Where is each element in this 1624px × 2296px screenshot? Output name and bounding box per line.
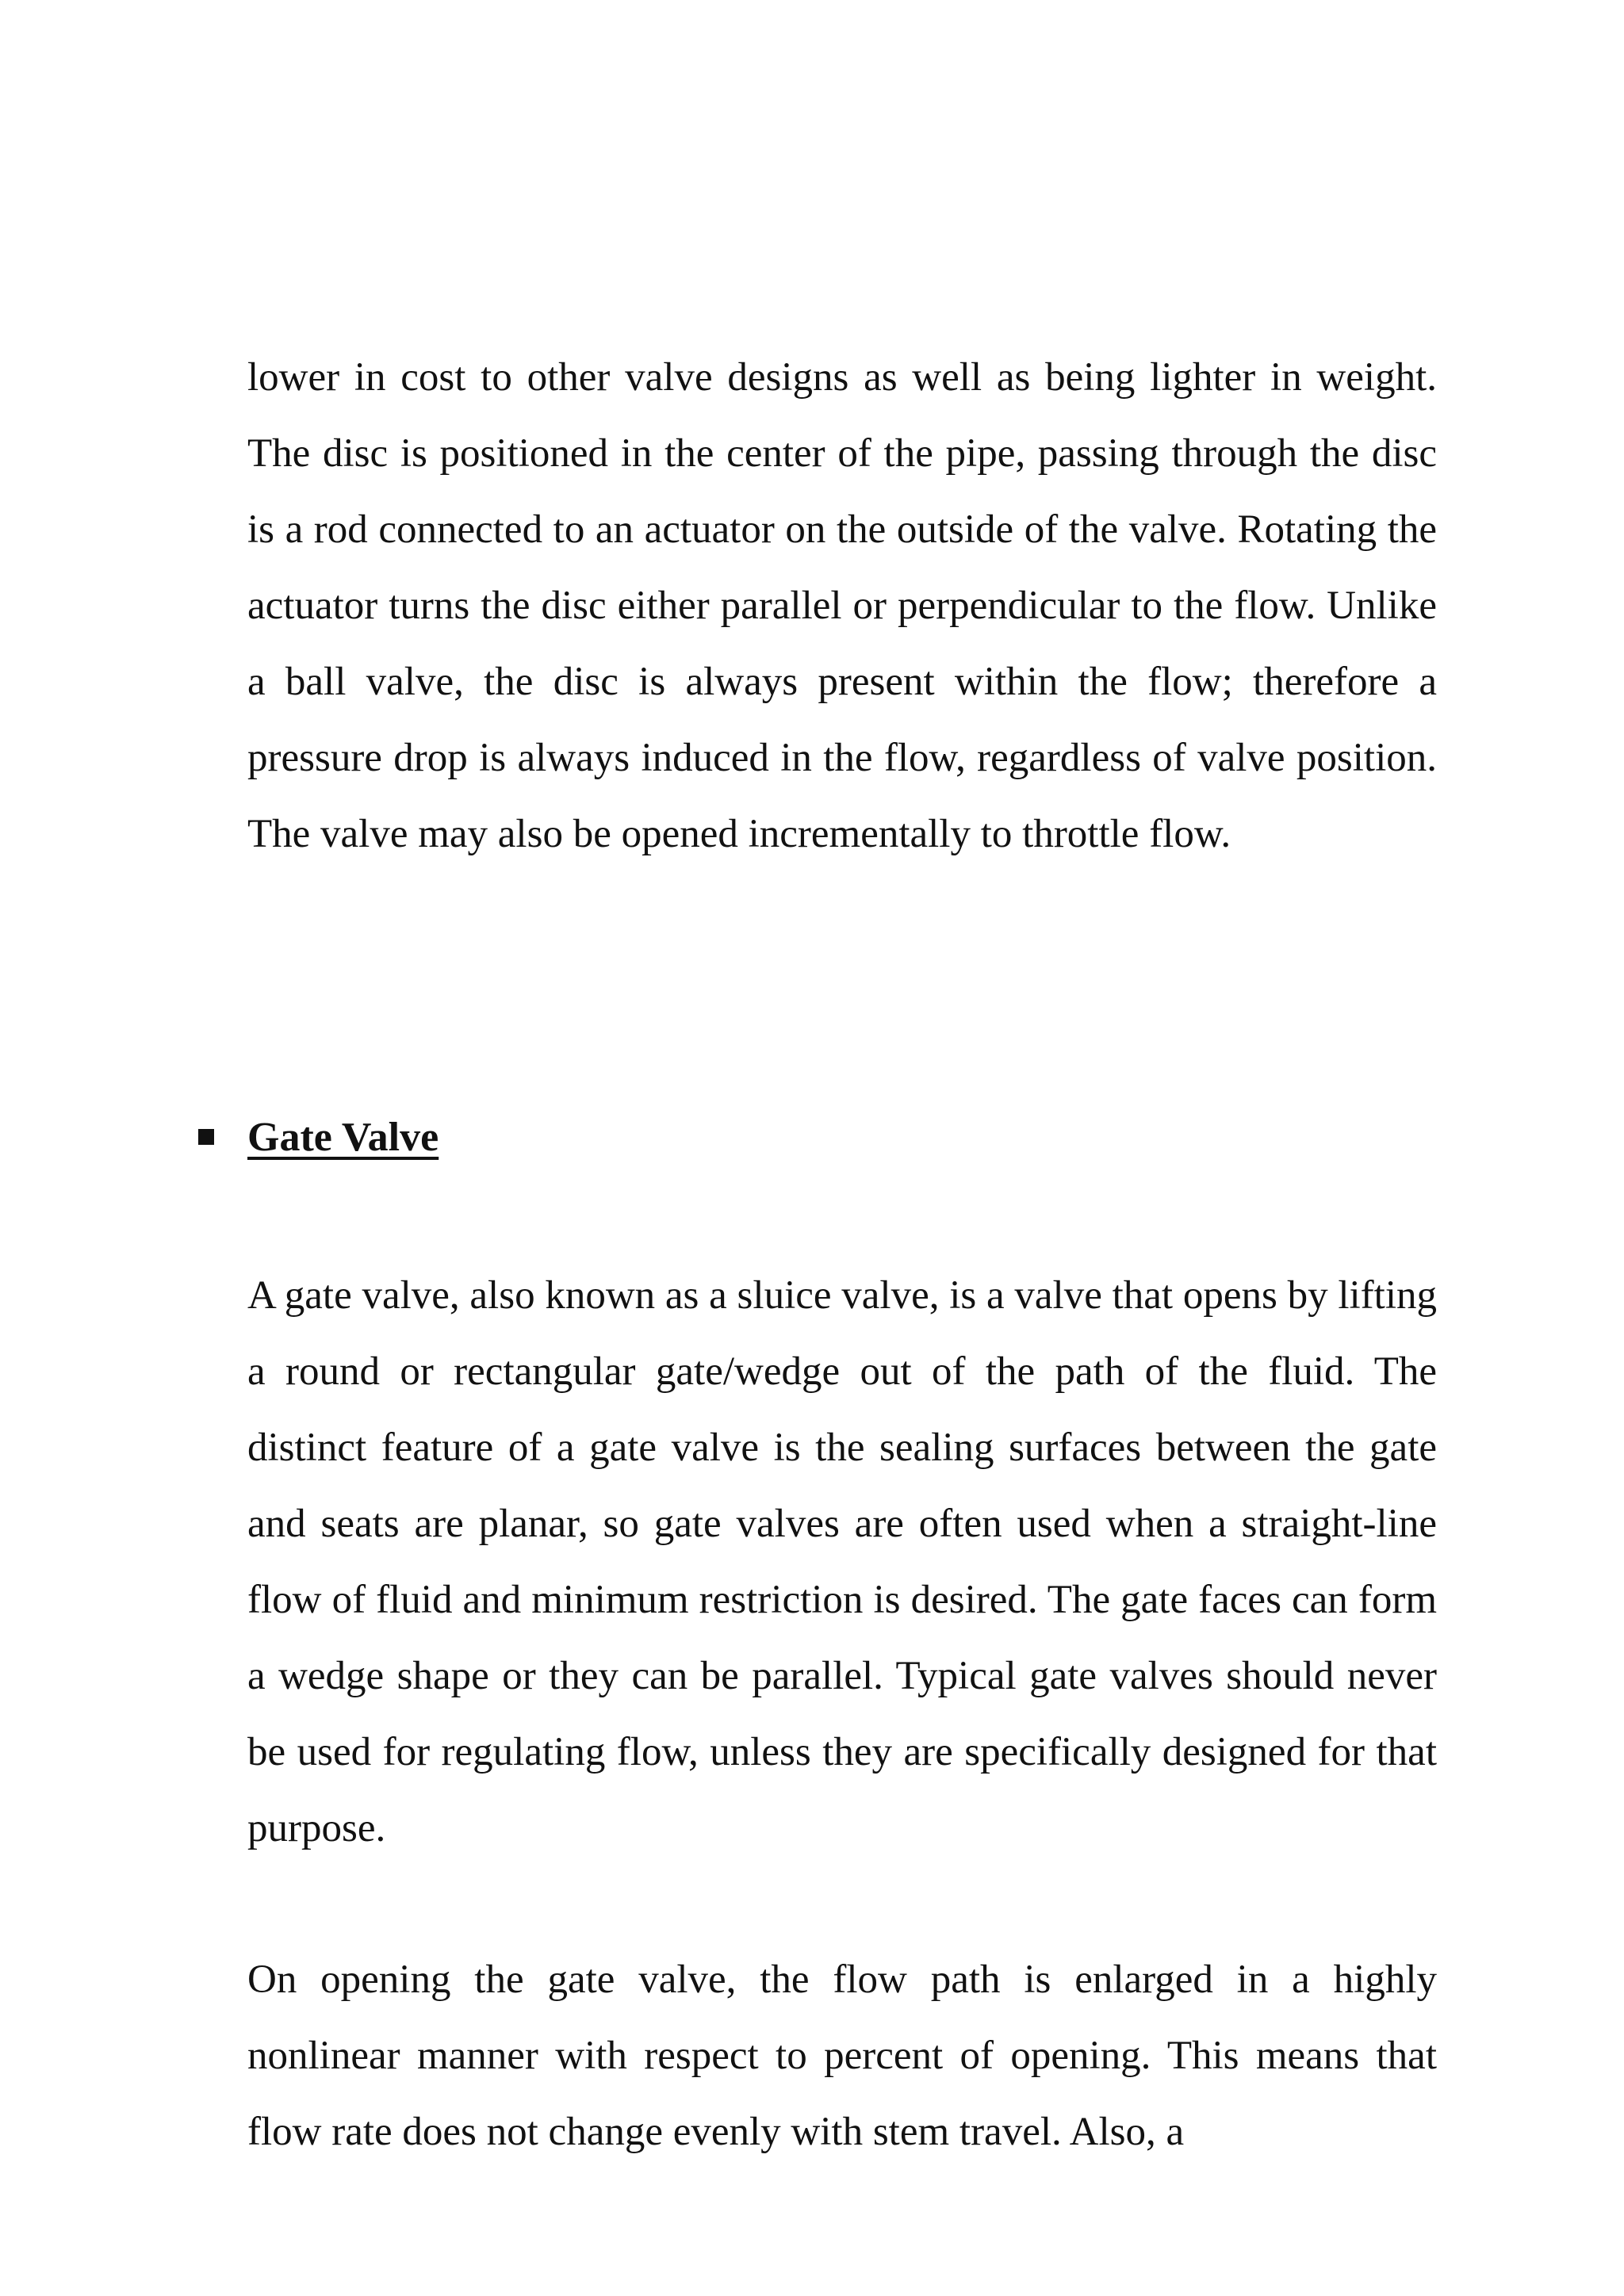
section-heading-gate-valve: Gate Valve bbox=[247, 1114, 439, 1160]
gate-valve-opening-paragraph: On opening the gate valve, the flow path is enlarged in a highly nonlinear manner with respect to percent of opening. This means that flow rate does not change evenly with stem travel. Also, a bbox=[247, 1957, 1437, 2154]
section-heading-row bbox=[198, 1105, 439, 1169]
butterfly-valve-continuation-paragraph: lower in cost to other valve designs as well as being lighter in weight. The disc is positioned in the center of the pipe, passing through the disc is a rod connected to an actuator on the outside of the valve. Rotating the actuator turns the disc either parallel or perpendicular to the flow. Unlike a ball valve, the disc is always present within the flow; therefore a pressure drop is always induced in the flow, regardless of valve position. The valve may also be opened incrementally to throttle flow. bbox=[247, 355, 1437, 856]
square-bullet-icon bbox=[198, 1129, 214, 1145]
gate-valve-description-paragraph: A gate valve, also known as a sluice valve, is a valve that opens by lifting a round or rectangular gate/wedge out of the path of the fluid. The distinct feature of a gate valve is the sealing surfaces between the gate and seats are planar, so gate valves are often used when a straight-line flow of fluid and minimum restriction is desired. The gate faces can form a wedge shape or they can be parallel. Typical gate valves should never be used for regulating flow, unless they are specifically designed for that purpose. bbox=[247, 1273, 1437, 1850]
